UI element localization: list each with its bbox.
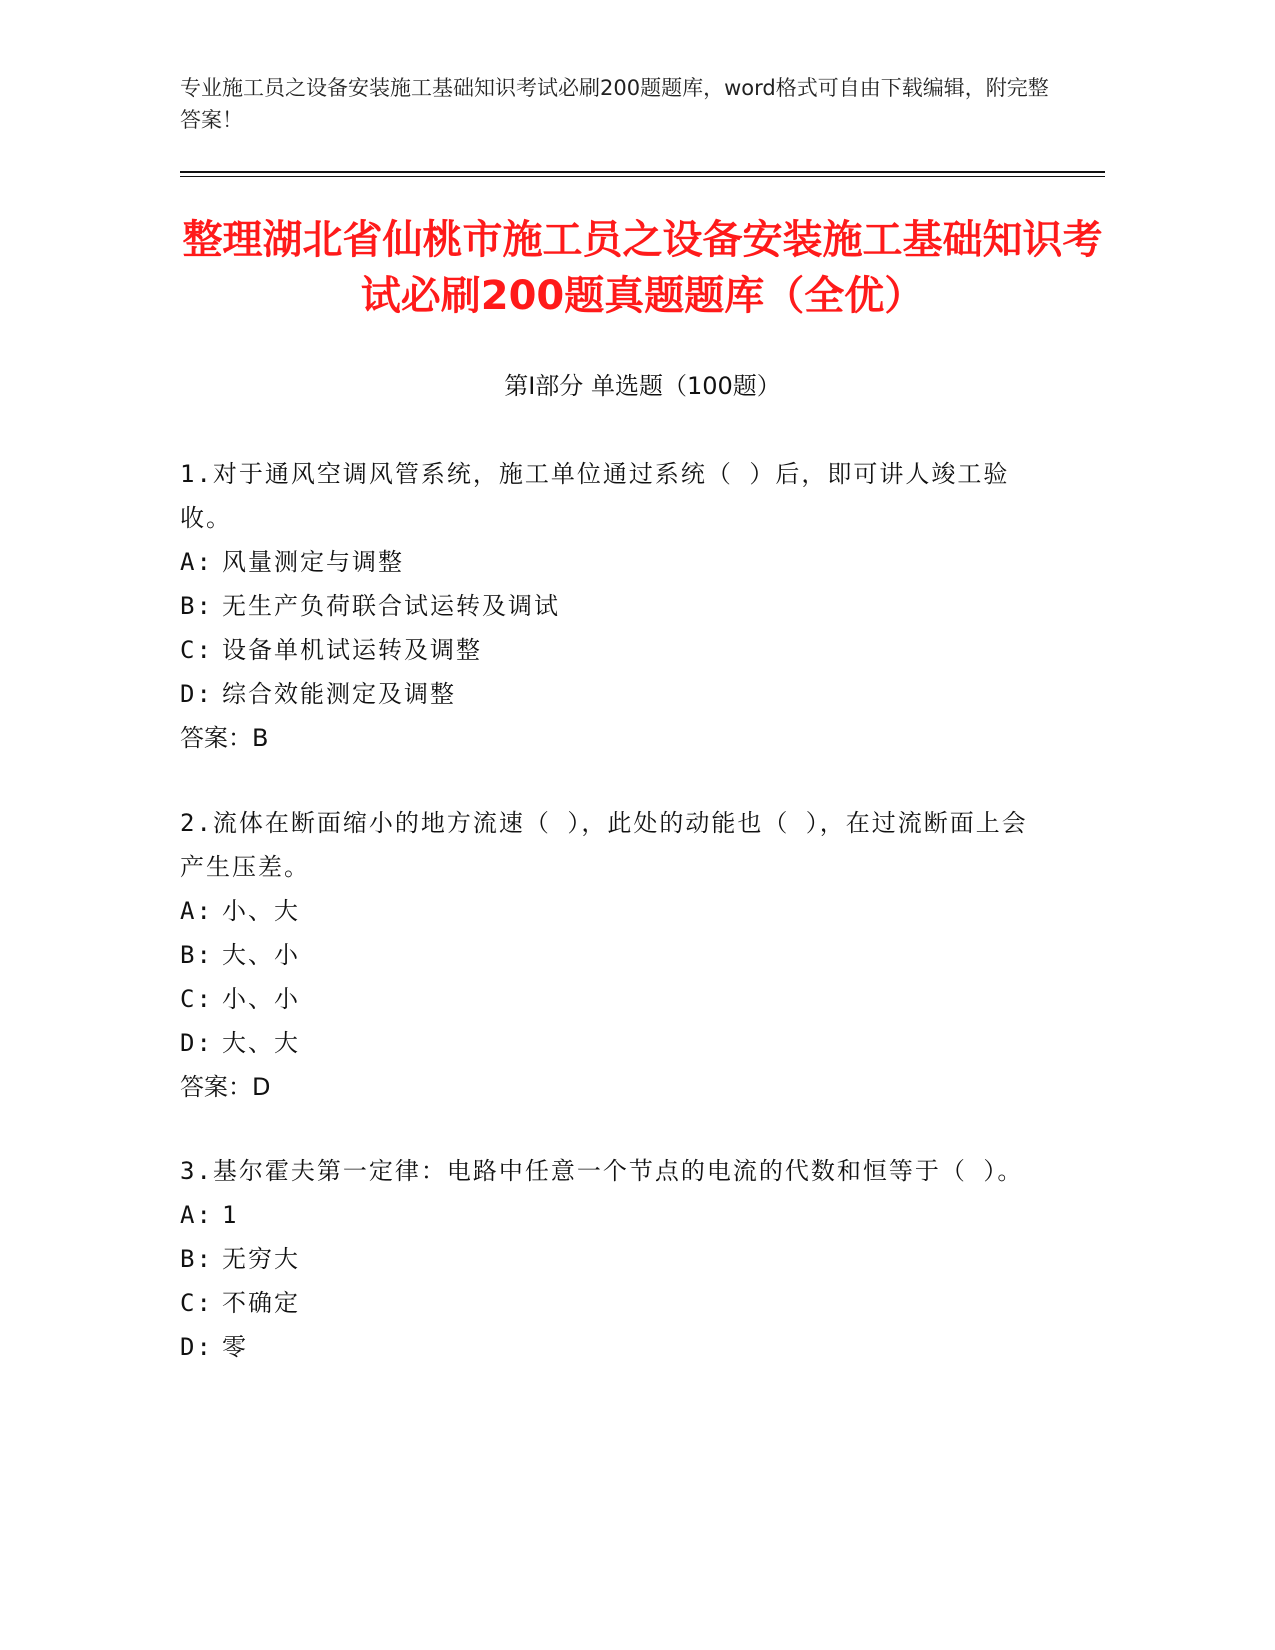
option-d xyxy=(180,672,1040,716)
option-letter: C: xyxy=(180,1289,213,1317)
option-letter: B: xyxy=(180,1245,213,1273)
option-text: 无穷大 xyxy=(222,1245,300,1273)
section-heading: 第Ⅰ部分 单选题（100题） xyxy=(504,372,781,400)
option-text: 大、小 xyxy=(222,941,300,969)
option-c xyxy=(180,977,1040,1021)
option-text: 综合效能测定及调整 xyxy=(222,680,456,708)
option-letter: C: xyxy=(180,985,213,1013)
option-d xyxy=(180,1021,1040,1065)
question-1 xyxy=(180,452,1040,760)
header-rule-thin xyxy=(180,176,1105,177)
option-letter: D: xyxy=(180,1333,213,1361)
question-stem: 2.流体在断面缩小的地方流速（ ），此处的动能也（ ），在过流断面上会产生压差。 xyxy=(180,809,1028,881)
option-letter: A: xyxy=(180,548,213,576)
option-a xyxy=(180,1193,1040,1237)
option-a xyxy=(180,889,1040,933)
option-text: 不确定 xyxy=(222,1289,300,1317)
document-title: 整理湖北省仙桃市施工员之设备安装施工基础知识考试必刷200题真题题库（全优） xyxy=(182,217,1103,319)
option-b xyxy=(180,584,1040,628)
option-c xyxy=(180,628,1040,672)
option-letter: B: xyxy=(180,592,213,620)
header-note: 专业施工员之设备安装施工基础知识考试必刷200题题库，word格式可自由下载编辑，附完整答案！ xyxy=(180,76,1049,132)
option-letter: A: xyxy=(180,1201,213,1229)
option-text: 设备单机试运转及调整 xyxy=(222,636,482,664)
question-2 xyxy=(180,801,1040,1109)
option-b xyxy=(180,933,1040,977)
option-letter: C: xyxy=(180,636,213,664)
header-rule-thick xyxy=(180,171,1105,173)
option-text: 小、小 xyxy=(222,985,300,1013)
option-a xyxy=(180,540,1040,584)
option-text: 1 xyxy=(222,1201,239,1229)
option-text: 大、大 xyxy=(222,1029,300,1057)
option-text: 小、大 xyxy=(222,897,300,925)
answer: 答案：D xyxy=(180,1073,271,1101)
question-3 xyxy=(180,1149,1040,1369)
answer: 答案：B xyxy=(180,724,269,752)
option-letter: A: xyxy=(180,897,213,925)
option-letter: D: xyxy=(180,680,213,708)
option-d xyxy=(180,1325,1040,1369)
option-text: 风量测定与调整 xyxy=(222,548,404,576)
option-letter: D: xyxy=(180,1029,213,1057)
question-stem: 3.基尔霍夫第一定律：电路中任意一个节点的电流的代数和恒等于（ ）。 xyxy=(180,1157,1024,1185)
question-stem: 1.对于通风空调风管系统，施工单位通过系统（ ）后，即可讲人竣工验收。 xyxy=(180,460,1010,532)
option-text: 无生产负荷联合试运转及调试 xyxy=(222,592,560,620)
option-c xyxy=(180,1281,1040,1325)
option-letter: B: xyxy=(180,941,213,969)
option-text: 零 xyxy=(222,1333,248,1361)
option-b xyxy=(180,1237,1040,1281)
